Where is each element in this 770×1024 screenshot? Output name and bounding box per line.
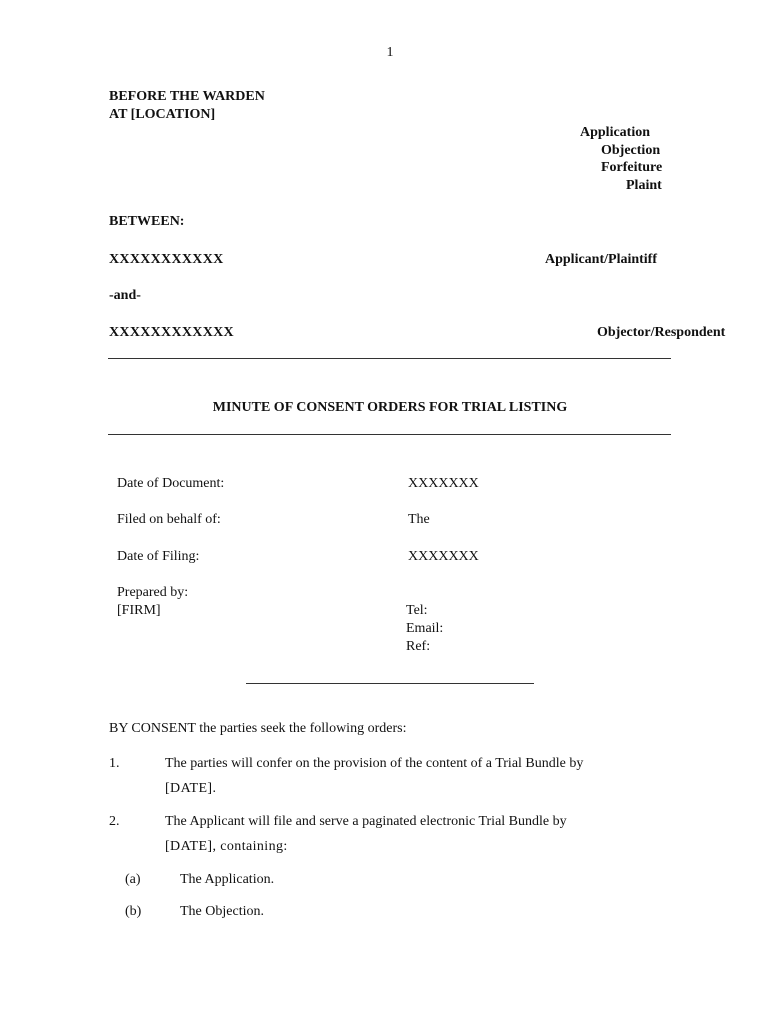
and-label: -and- [109,288,141,303]
prepared-by-label: Prepared by: [117,585,189,600]
tel-label: Tel: [406,603,428,618]
sub-item-label: (a) [125,872,141,887]
matter-type-plaint: Plaint [626,178,662,193]
consent-intro: BY CONSENT the parties seek the following orders: [109,721,407,736]
party2-role: Objector/Respondent [597,325,726,340]
party2-name: XXXXXXXXXXXX [109,325,234,340]
date-of-filing-value: XXXXXXX [408,549,479,564]
page-number: 1 [386,45,394,60]
details-separator-rule [246,683,534,684]
ref-label: Ref: [406,639,431,654]
matter-type-application: Application [580,125,651,140]
order-number: 2. [109,814,120,829]
court-heading-line2: AT [LOCATION] [109,107,216,122]
filed-on-behalf-value: The [408,512,430,527]
sub-item-label: (b) [125,904,142,919]
matter-type-objection: Objection [601,143,661,158]
party1-role: Applicant/Plaintiff [545,252,658,267]
order-text-line1: The Applicant will file and serve a paginated electronic Trial Bundle by [165,814,567,829]
email-label: Email: [406,621,444,636]
filed-on-behalf-label: Filed on behalf of: [117,512,221,527]
date-of-filing-label: Date of Filing: [117,549,200,564]
between-label: BETWEEN: [109,214,185,229]
order-number: 1. [109,756,120,771]
order-text-line1: The parties will confer on the provision of the content of a Trial Bundle by [165,756,584,771]
order-text-line2: [DATE], containing: [165,839,288,854]
court-heading-line1: BEFORE THE WARDEN [109,89,265,104]
title-rule-bottom [108,434,671,435]
date-of-document-label: Date of Document: [117,476,225,491]
document-title: MINUTE OF CONSENT ORDERS FOR TRIAL LISTING [212,400,568,415]
sub-item-text: The Application. [180,872,275,887]
sub-item-text: The Objection. [180,904,264,919]
title-rule-top [108,358,671,359]
party1-name: XXXXXXXXXXX [109,252,224,267]
order-text-line2: [DATE]. [165,781,217,796]
date-of-document-value: XXXXXXX [408,476,479,491]
firm-name: [FIRM] [117,603,161,618]
matter-type-forfeiture: Forfeiture [601,160,663,175]
